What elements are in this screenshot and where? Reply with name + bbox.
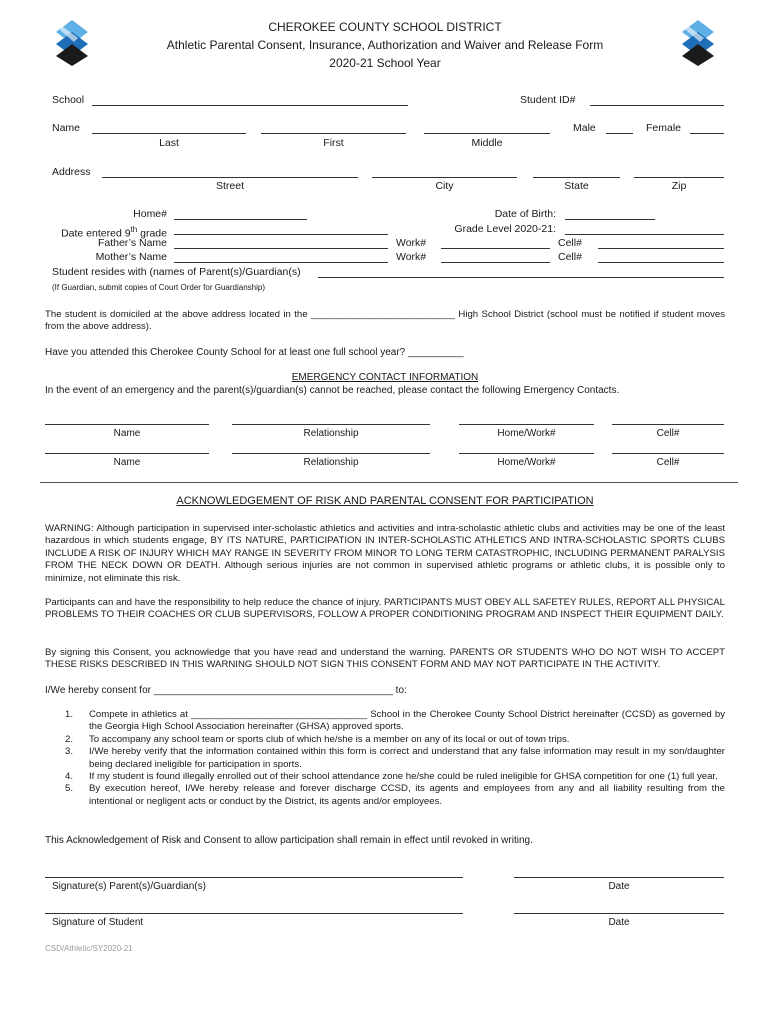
last-caption: Last bbox=[159, 137, 179, 149]
mothers-name-field[interactable] bbox=[174, 262, 388, 263]
student-id-field[interactable] bbox=[590, 105, 724, 106]
student-signature-field[interactable] bbox=[45, 913, 463, 914]
first-caption: First bbox=[323, 137, 344, 149]
consent-item: 5. By execution hereof, I/We hereby release and forever discharge CCSD, its agents and employees from any and all liability resulting from the intentional or negligent acts or conduct by the District, its agents and/or employees. bbox=[65, 783, 725, 807]
student-id-label: Student ID# bbox=[520, 94, 576, 106]
state-caption: State bbox=[564, 180, 589, 192]
form-title: Athletic Parental Consent, Insurance, Authorization and Waiver and Release Form bbox=[166, 38, 604, 52]
emergency-1-relationship-field[interactable] bbox=[232, 424, 430, 425]
grade-level-label: Grade Level 2020-21: bbox=[454, 223, 556, 235]
emergency-2-home-work-field[interactable] bbox=[459, 453, 594, 454]
resides-with-label: Student resides with (names of Parent(s)/Guardian(s) bbox=[52, 266, 301, 278]
emergency-instructions: In the event of an emergency and the parent(s)/guardian(s) cannot be reached, please contact the following Emergency Contacts. bbox=[45, 385, 620, 396]
consent-items bbox=[45, 709, 725, 808]
parent-date-field[interactable] bbox=[514, 877, 724, 878]
emergency-1-cell-field[interactable] bbox=[612, 424, 724, 425]
parent-signature-field[interactable] bbox=[45, 877, 463, 878]
home-phone-label: Home# bbox=[133, 208, 167, 220]
consent-item: 1. Compete in athletics at _________________________________ School in the Cherokee County School District hereinafter (CCSD) as governed by the Georgia High School Association hereinafter (GHSA) approved sports. bbox=[65, 709, 725, 733]
school-field[interactable] bbox=[92, 105, 408, 106]
effect-statement: This Acknowledgement of Risk and Consent to allow participation shall remain in effect until revoked in writing. bbox=[45, 835, 533, 846]
emergency-1-home-work-field[interactable] bbox=[459, 424, 594, 425]
attended-question: Have you attended this Cherokee County School for at least one full school year? __________ bbox=[45, 347, 464, 358]
emergency-2-cell-field[interactable] bbox=[612, 453, 724, 454]
fathers-name-label: Father’s Name bbox=[97, 237, 167, 249]
emergency-2-name-caption: Name bbox=[113, 457, 141, 468]
emergency-title: EMERGENCY CONTACT INFORMATION bbox=[291, 372, 479, 383]
emergency-2-relationship-caption: Relationship bbox=[303, 457, 359, 468]
last-name-field[interactable] bbox=[92, 133, 246, 134]
female-label: Female bbox=[646, 122, 682, 134]
zip-caption: Zip bbox=[671, 180, 687, 192]
warning-paragraph: WARNING: Although participation in supervised inter-scholastic athletics and activities and intra-scholastic athletic clubs and activities may be one of the least hazardous in which students engage, BY ITS NATURE, PARTICIPATION IN INTER-SCHOLASTIC ATHLETICS AND INTRA-SCHOLASTIC SPORTS CLUBS INCLUDE A RISK OF INJURY WHICH MAY RANGE IN SEVERITY FROM MINOR TO LONG TERM CATASTROPHIC, INCLUDING PERMANENT PARALYSIS FROM THE NECK DOWN OR DEATH. Although serious injuries are not common in supervised athletic programs or athletic clubs, it is possible only to minimize, not eliminate this risk. bbox=[45, 523, 725, 584]
domicile-statement: The student is domiciled at the above address located in the ___________________________ High School District (school must be notified if student moves from the above address). bbox=[45, 309, 725, 333]
student-signature-label: Signature of Student bbox=[52, 917, 144, 928]
father-work-label: Work# bbox=[396, 237, 427, 249]
grade-level-field[interactable] bbox=[565, 234, 724, 235]
school-year: 2020-21 School Year bbox=[329, 56, 441, 70]
mother-work-label: Work# bbox=[396, 251, 427, 263]
signing-paragraph: By signing this Consent, you acknowledge that you have read and understand the warning. PARENTS OR STUDENTS WHO DO NOT WISH TO ACCEPT THESE RISKS DESCRIBED IN THIS WARNING SHOULD NOT SIGN THIS CONSENT FORM AND MAY NOT PARTICIPATE IN THE ACTIVITY. bbox=[45, 647, 725, 671]
parent-signature-label: Signature(s) Parent(s)/Guardian(s) bbox=[52, 881, 206, 892]
consent-for-line: I/We hereby consent for ___________________________________________ to: bbox=[45, 685, 407, 696]
consent-item: 3. I/We hereby verify that the information contained within this form is correct and understand that any false information may result in my son/daughter being declared ineligible for participation in sports. bbox=[65, 746, 725, 770]
father-cell-field[interactable] bbox=[598, 248, 724, 249]
consent-item: 2. To accompany any school team or sports club of which he/she is a member on any of its local or out of town trips. bbox=[65, 733, 570, 745]
acknowledgement-title: ACKNOWLEDGEMENT OF RISK AND PARENTAL CONSENT FOR PARTICIPATION bbox=[176, 495, 594, 507]
emergency-1-name-field[interactable] bbox=[45, 424, 209, 425]
date-entered-field[interactable] bbox=[174, 234, 388, 235]
district-name: CHEROKEE COUNTY SCHOOL DISTRICT bbox=[268, 20, 502, 34]
emergency-2-home-work-caption: Home/Work# bbox=[497, 457, 556, 468]
emergency-1-home-work-caption: Home/Work# bbox=[497, 428, 556, 439]
fathers-name-field[interactable] bbox=[174, 248, 388, 249]
student-date-field[interactable] bbox=[514, 913, 724, 914]
section-divider bbox=[40, 482, 738, 483]
dob-field[interactable] bbox=[565, 219, 655, 220]
middle-caption: Middle bbox=[471, 137, 503, 149]
male-label: Male bbox=[573, 122, 596, 134]
emergency-2-relationship-field[interactable] bbox=[232, 453, 430, 454]
guardian-note: (If Guardian, submit copies of Court Order for Guardianship) bbox=[52, 283, 265, 292]
emergency-1-name-caption: Name bbox=[113, 428, 141, 439]
city-field[interactable] bbox=[372, 177, 517, 178]
home-phone-field[interactable] bbox=[174, 219, 307, 220]
street-field[interactable] bbox=[102, 177, 358, 178]
mother-cell-field[interactable] bbox=[598, 262, 724, 263]
mothers-name-label: Mother’s Name bbox=[95, 251, 167, 263]
parent-date-label: Date bbox=[608, 881, 630, 892]
city-caption: City bbox=[435, 180, 454, 192]
footer-code: CSD/Athletic/SY2020-21 bbox=[45, 944, 133, 953]
emergency-1-cell-caption: Cell# bbox=[656, 428, 680, 439]
resides-with-field[interactable] bbox=[318, 277, 724, 278]
dob-label: Date of Birth: bbox=[494, 208, 556, 220]
state-field[interactable] bbox=[533, 177, 620, 178]
zip-field[interactable] bbox=[634, 177, 724, 178]
student-date-label: Date bbox=[608, 917, 630, 928]
emergency-2-cell-caption: Cell# bbox=[656, 457, 680, 468]
emergency-2-name-field[interactable] bbox=[45, 453, 209, 454]
consent-item: 4. If my student is found illegally enrolled out of their school attendance zone he/she could be ruled ineligible for GHSA competition for one (1) full year. bbox=[65, 771, 718, 783]
school-label: School bbox=[52, 94, 85, 106]
first-name-field[interactable] bbox=[261, 133, 406, 134]
name-label: Name bbox=[52, 122, 81, 134]
female-field[interactable] bbox=[690, 133, 724, 134]
participants-paragraph: Participants can and have the responsibility to help reduce the chance of injury. PARTICIPANTS MUST OBEY ALL SAFETEY RULES, REPORT ALL PHYSICAL PROBLEMS TO THEIR COACHES OR CLUB SUPERVISORS, FOLLOW A PROPER CONDITIONING PROGRAM AND INSPECT THEIR EQUIPMENT DAILY. bbox=[45, 597, 725, 621]
middle-name-field[interactable] bbox=[424, 133, 550, 134]
mother-work-field[interactable] bbox=[441, 262, 550, 263]
male-field[interactable] bbox=[606, 133, 633, 134]
father-cell-label: Cell# bbox=[558, 237, 582, 249]
father-work-field[interactable] bbox=[441, 248, 550, 249]
mother-cell-label: Cell# bbox=[558, 251, 582, 263]
street-caption: Street bbox=[215, 180, 244, 192]
address-label: Address bbox=[52, 166, 91, 178]
emergency-1-relationship-caption: Relationship bbox=[303, 428, 359, 439]
date-entered-label: Date entered 9th grade bbox=[61, 225, 167, 240]
